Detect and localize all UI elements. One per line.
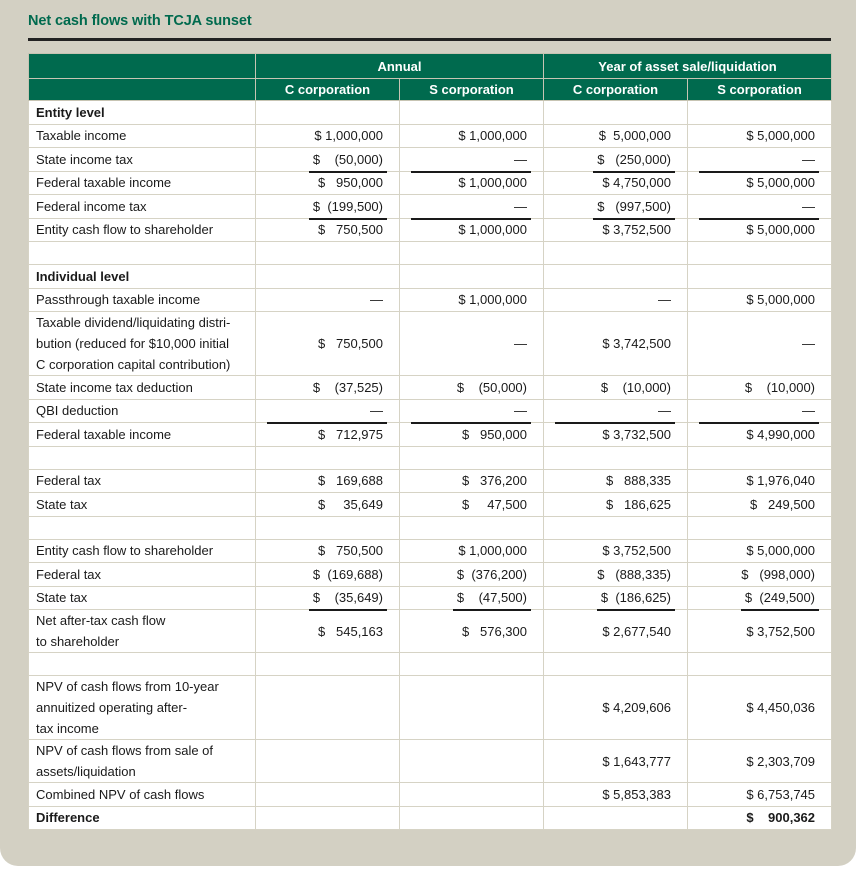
value-cell [400, 740, 544, 783]
value-cell [544, 469, 688, 493]
value-cell [688, 399, 832, 423]
currency-value: $ 4,750,000 [602, 175, 671, 191]
row-label: Passthrough taxable income [29, 288, 256, 312]
currency-value: $ 169,688 [317, 473, 383, 489]
currency-value: $ 5,000,000 [746, 222, 816, 238]
currency-value: $ (47,500) [457, 587, 527, 608]
value-cell [256, 218, 400, 242]
currency-value: $ 712,975 [317, 426, 383, 442]
spacer-row [29, 446, 832, 469]
value-cell [256, 124, 400, 148]
table-row [29, 148, 832, 172]
row-label: State income tax deduction [29, 376, 256, 400]
value-cell [256, 783, 400, 807]
table-row [29, 610, 832, 653]
dash-value: — [415, 196, 527, 217]
value-cell [544, 124, 688, 148]
currency-value: $ 4,990,000 [746, 426, 816, 442]
value-cell [688, 288, 832, 312]
cash-flow-table [28, 53, 832, 830]
value-cell [688, 171, 832, 195]
value-cell [400, 312, 544, 376]
row-label: Federal taxable income [29, 171, 256, 195]
value-cell [688, 469, 832, 493]
value-cell [256, 101, 400, 125]
table-row [29, 376, 832, 400]
value-cell [256, 288, 400, 312]
currency-value: $ 3,752,500 [602, 543, 671, 559]
section-heading-row [29, 265, 832, 289]
currency-value: $ 47,500 [461, 496, 527, 512]
row-label: Federal tax [29, 563, 256, 587]
value-cell [544, 195, 688, 219]
currency-value: $ (50,000) [313, 149, 383, 170]
currency-value: $ 1,000,000 [314, 128, 383, 144]
value-cell [544, 376, 688, 400]
value-cell [400, 148, 544, 172]
spacer-cell [256, 446, 400, 469]
table-row [29, 493, 832, 517]
spacer-cell [29, 516, 256, 539]
currency-value: $ 576,300 [461, 623, 527, 639]
value-cell [400, 539, 544, 563]
value-cell [544, 740, 688, 783]
value-cell [688, 265, 832, 289]
currency-value: $ 1,643,777 [602, 753, 671, 769]
value-cell [544, 265, 688, 289]
section-heading-row [29, 806, 832, 830]
value-cell [256, 539, 400, 563]
spacer-cell [29, 446, 256, 469]
currency-value: $ (997,500) [597, 196, 671, 217]
value-cell [544, 563, 688, 587]
value-cell [544, 610, 688, 653]
currency-value: $ (199,500) [313, 196, 383, 217]
currency-value: $ 5,000,000 [746, 292, 816, 308]
header-column-row [29, 79, 832, 101]
currency-value: $ 5,853,383 [602, 786, 671, 802]
currency-value: $ (50,000) [456, 379, 527, 395]
header-annual-c-corp: C corporation [256, 79, 400, 101]
spacer-cell [256, 242, 400, 265]
currency-value: $ 750,500 [317, 543, 383, 559]
value-cell [256, 423, 400, 447]
currency-value: $ 35,649 [317, 496, 383, 512]
dash-value: — [703, 149, 815, 170]
value-cell [400, 586, 544, 610]
currency-value: $ 900,362 [746, 810, 816, 826]
value-cell [256, 265, 400, 289]
table-row [29, 783, 832, 807]
currency-value: $ 376,200 [461, 473, 527, 489]
header-group-annual: Annual [256, 54, 544, 79]
value-cell [400, 218, 544, 242]
currency-value: $ 5,000,000 [746, 175, 816, 191]
currency-value: $ 950,000 [317, 175, 383, 191]
value-cell [400, 469, 544, 493]
dash-value: — [559, 400, 671, 421]
spacer-cell [688, 242, 832, 265]
spacer-cell [544, 446, 688, 469]
dash-value: — [415, 400, 527, 421]
row-label: Taxable dividend/liquidating distri- bution (reduced for $10,000 initial C corporation capital contribution) [29, 312, 256, 376]
currency-value: $ 750,500 [317, 336, 383, 351]
currency-value: $ 3,752,500 [746, 623, 816, 639]
value-cell [256, 586, 400, 610]
header-group-row [29, 54, 832, 79]
value-cell [544, 101, 688, 125]
table-row [29, 740, 832, 783]
value-cell [256, 469, 400, 493]
currency-value: $ 4,209,606 [602, 700, 671, 715]
value-cell [688, 376, 832, 400]
value-cell [256, 399, 400, 423]
value-cell [688, 195, 832, 219]
spacer-cell [29, 653, 256, 676]
value-cell [544, 171, 688, 195]
row-label: Entity cash flow to shareholder [29, 218, 256, 242]
currency-value: $ (250,000) [597, 149, 671, 170]
section-heading-row [29, 101, 832, 125]
currency-value: $ (888,335) [597, 566, 671, 582]
row-label: Entity cash flow to shareholder [29, 539, 256, 563]
currency-value: $ 2,677,540 [602, 623, 671, 639]
value-cell [688, 539, 832, 563]
row-label: Combined NPV of cash flows [29, 783, 256, 807]
currency-value: $ 1,000,000 [458, 292, 527, 308]
currency-value: $ 5,000,000 [598, 128, 671, 144]
dash-value: — [802, 336, 816, 351]
row-label: Federal taxable income [29, 423, 256, 447]
value-cell [400, 783, 544, 807]
table-row [29, 586, 832, 610]
row-label: Taxable income [29, 124, 256, 148]
header-blank [29, 54, 256, 79]
currency-value: $ 2,303,709 [746, 753, 816, 769]
value-cell [400, 610, 544, 653]
currency-value: $ 249,500 [749, 496, 816, 512]
table-row [29, 312, 832, 376]
row-label: Difference [29, 806, 256, 830]
value-cell [544, 148, 688, 172]
value-cell [544, 539, 688, 563]
value-cell [688, 610, 832, 653]
value-cell [256, 563, 400, 587]
currency-value: $ 1,000,000 [458, 175, 527, 191]
dash-value: — [370, 292, 383, 308]
currency-value: $ 950,000 [461, 426, 527, 442]
value-cell [256, 376, 400, 400]
value-cell [400, 124, 544, 148]
value-cell [688, 148, 832, 172]
currency-value: $ (376,200) [456, 566, 527, 582]
row-label: Individual level [29, 265, 256, 289]
row-label: NPV of cash flows from 10-year annuitized operating after- tax income [29, 676, 256, 740]
value-cell [256, 610, 400, 653]
value-cell [256, 148, 400, 172]
spacer-cell [400, 653, 544, 676]
header-sale-c-corp: C corporation [544, 79, 688, 101]
value-cell [688, 423, 832, 447]
row-label: Federal tax [29, 469, 256, 493]
table-row [29, 171, 832, 195]
spacer-cell [400, 516, 544, 539]
row-label: QBI deduction [29, 399, 256, 423]
value-cell [688, 493, 832, 517]
row-label: Net after-tax cash flow to shareholder [29, 610, 256, 653]
currency-value: $ 1,000,000 [458, 222, 527, 238]
value-cell [688, 218, 832, 242]
table-row [29, 676, 832, 740]
spacer-row [29, 653, 832, 676]
value-cell [400, 288, 544, 312]
header-group-sale-year: Year of asset sale/liquidation [544, 54, 832, 79]
value-cell [688, 676, 832, 740]
value-cell [688, 806, 832, 830]
table-body [29, 101, 832, 830]
value-cell [256, 806, 400, 830]
table-row [29, 288, 832, 312]
table-row [29, 423, 832, 447]
currency-value: $ 545,163 [317, 623, 383, 639]
currency-value: $ 888,335 [605, 473, 671, 489]
currency-value: $ 5,000,000 [746, 543, 816, 559]
value-cell [544, 676, 688, 740]
spacer-row [29, 242, 832, 265]
value-cell [688, 312, 832, 376]
row-label: State income tax [29, 148, 256, 172]
value-cell [688, 563, 832, 587]
value-cell [400, 399, 544, 423]
table-row [29, 563, 832, 587]
currency-value: $ 5,000,000 [746, 128, 816, 144]
currency-value: $ (186,625) [601, 587, 671, 608]
value-cell [256, 493, 400, 517]
spacer-cell [256, 516, 400, 539]
currency-value: $ (37,525) [312, 379, 383, 395]
currency-value: $ (169,688) [312, 566, 383, 582]
value-cell [688, 740, 832, 783]
spacer-cell [544, 516, 688, 539]
dash-value: — [415, 149, 527, 170]
value-cell [400, 493, 544, 517]
value-cell [400, 171, 544, 195]
value-cell [400, 423, 544, 447]
value-cell [544, 586, 688, 610]
value-cell [256, 312, 400, 376]
value-cell [400, 265, 544, 289]
row-label: State tax [29, 586, 256, 610]
currency-value: $ 3,742,500 [602, 336, 671, 351]
table-row [29, 195, 832, 219]
value-cell [256, 195, 400, 219]
value-cell [544, 288, 688, 312]
value-cell [688, 586, 832, 610]
table-row [29, 218, 832, 242]
spacer-cell [400, 242, 544, 265]
currency-value: $ 1,000,000 [458, 543, 527, 559]
currency-value: $ (249,500) [745, 587, 815, 608]
currency-value: $ 3,752,500 [602, 222, 671, 238]
currency-value: $ 186,625 [605, 496, 671, 512]
table-row [29, 399, 832, 423]
currency-value: $ 1,000,000 [458, 128, 527, 144]
value-cell [544, 493, 688, 517]
spacer-cell [544, 653, 688, 676]
table-row [29, 539, 832, 563]
value-cell [400, 676, 544, 740]
value-cell [256, 740, 400, 783]
value-cell [688, 101, 832, 125]
table-title: Net cash flows with TCJA sunset [28, 13, 252, 29]
row-label: Federal income tax [29, 195, 256, 219]
currency-value: $ 750,500 [317, 222, 383, 238]
table-row [29, 469, 832, 493]
value-cell [544, 399, 688, 423]
header-sale-s-corp: S corporation [688, 79, 832, 101]
spacer-cell [29, 242, 256, 265]
currency-value: $ 4,450,036 [746, 700, 816, 715]
value-cell [256, 676, 400, 740]
row-label: State tax [29, 493, 256, 517]
value-cell [544, 783, 688, 807]
dash-value: — [703, 400, 815, 421]
value-cell [688, 783, 832, 807]
currency-value: $ 1,976,040 [746, 473, 816, 489]
currency-value: $ (35,649) [313, 587, 383, 608]
row-label: NPV of cash flows from sale of assets/liquidation [29, 740, 256, 783]
currency-value: $ (10,000) [744, 379, 816, 395]
value-cell [544, 312, 688, 376]
value-cell [688, 124, 832, 148]
spacer-cell [544, 242, 688, 265]
value-cell [544, 806, 688, 830]
spacer-cell [688, 446, 832, 469]
spacer-cell [688, 516, 832, 539]
dash-value: — [271, 400, 383, 421]
value-cell [256, 171, 400, 195]
table-row [29, 124, 832, 148]
dash-value: — [703, 196, 815, 217]
spacer-cell [688, 653, 832, 676]
spacer-row [29, 516, 832, 539]
value-cell [544, 423, 688, 447]
value-cell [400, 376, 544, 400]
currency-value: $ (998,000) [741, 566, 816, 582]
value-cell [544, 218, 688, 242]
header-blank [29, 79, 256, 101]
row-label: Entity level [29, 101, 256, 125]
title-rule [28, 38, 831, 41]
dash-value: — [658, 292, 671, 308]
value-cell [400, 195, 544, 219]
value-cell [400, 563, 544, 587]
spacer-cell [400, 446, 544, 469]
dash-value: — [514, 336, 527, 351]
currency-value: $ 3,732,500 [602, 426, 671, 442]
header-annual-s-corp: S corporation [400, 79, 544, 101]
value-cell [400, 806, 544, 830]
currency-value: $ 6,753,745 [746, 786, 816, 802]
currency-value: $ (10,000) [600, 379, 671, 395]
spacer-cell [256, 653, 400, 676]
value-cell [400, 101, 544, 125]
